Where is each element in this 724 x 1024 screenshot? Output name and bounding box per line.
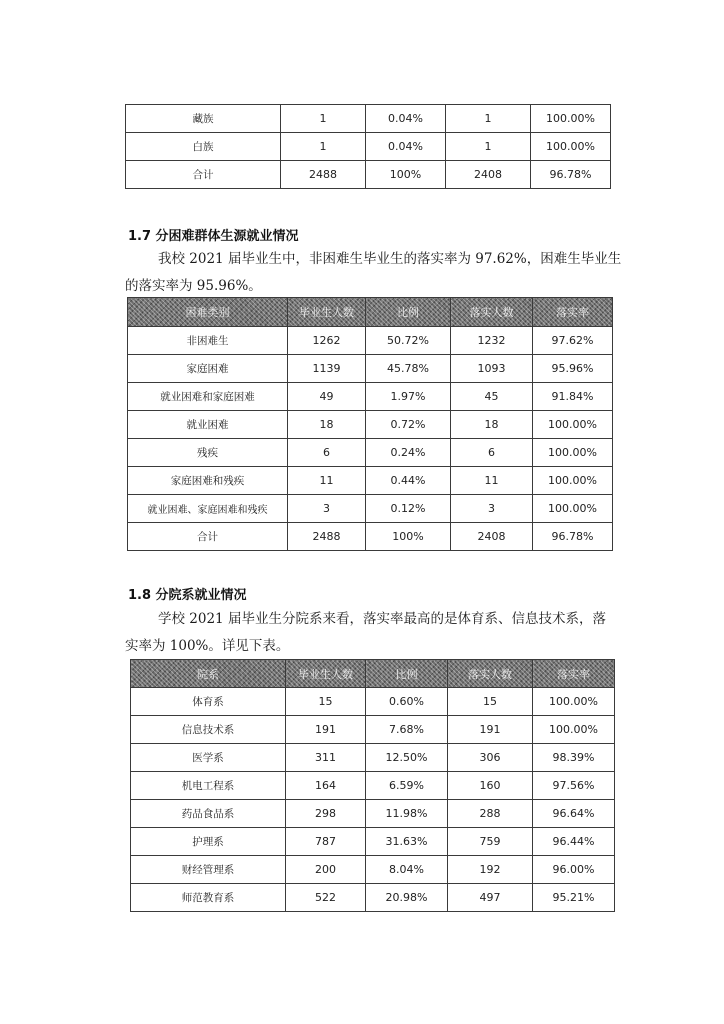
- section-heading-1-7: 1.7 分困难群体生源就业情况: [128, 229, 299, 244]
- table-cell: 100.00%: [533, 411, 613, 439]
- table-cell: 759: [448, 828, 533, 856]
- table-header-cell: 院系: [131, 660, 286, 688]
- table-cell: 藏族: [126, 105, 281, 133]
- table-cell: 96.64%: [533, 800, 615, 828]
- table-cell: 6.59%: [366, 772, 448, 800]
- table-row: [131, 800, 615, 828]
- table-cell: 20.98%: [366, 884, 448, 912]
- table-row: [128, 439, 613, 467]
- table-cell: 95.96%: [533, 355, 613, 383]
- table-cell: 100%: [366, 523, 451, 551]
- table-cell: 11: [288, 467, 366, 495]
- table-row: [131, 744, 615, 772]
- table-cell: 164: [286, 772, 366, 800]
- table-cell: 15: [448, 688, 533, 716]
- table-cell: 191: [448, 716, 533, 744]
- table-cell: 1: [446, 105, 531, 133]
- table-cell: 机电工程系: [131, 772, 286, 800]
- table-cell: 0.12%: [366, 495, 451, 523]
- table-cell: 31.63%: [366, 828, 448, 856]
- table-row: [131, 856, 615, 884]
- table-cell: 787: [286, 828, 366, 856]
- table-cell: 护理系: [131, 828, 286, 856]
- table-header-cell: 落实人数: [448, 660, 533, 688]
- table-cell: 就业困难、家庭困难和残疾: [128, 495, 288, 523]
- table-cell: 就业困难: [128, 411, 288, 439]
- table-cell: 96.78%: [533, 523, 613, 551]
- table-cell: 0.24%: [366, 439, 451, 467]
- table-cell: 288: [448, 800, 533, 828]
- table-row: [131, 828, 615, 856]
- section-paragraph-line: 学校 2021 届毕业生分院系来看，落实率最高的是体育系、信息技术系，落: [158, 611, 606, 627]
- table-cell: 0.60%: [366, 688, 448, 716]
- table-cell: 50.72%: [366, 327, 451, 355]
- table-cell: 100.00%: [531, 133, 611, 161]
- table-cell: 191: [286, 716, 366, 744]
- table-cell: 91.84%: [533, 383, 613, 411]
- table-cell: 100.00%: [531, 105, 611, 133]
- table-cell: 1: [281, 133, 366, 161]
- table-cell: 0.04%: [366, 133, 446, 161]
- table-cell: 1.97%: [366, 383, 451, 411]
- table-row: [128, 383, 613, 411]
- table-cell: 95.21%: [533, 884, 615, 912]
- table-cell: 1232: [451, 327, 533, 355]
- table-row-total: [128, 523, 613, 551]
- table-cell: 100.00%: [533, 716, 615, 744]
- table-cell: 192: [448, 856, 533, 884]
- table-row: [128, 411, 613, 439]
- table-cell: 45: [451, 383, 533, 411]
- table-row: [131, 688, 615, 716]
- table-cell: 3: [451, 495, 533, 523]
- table-cell: 6: [451, 439, 533, 467]
- table-cell: 306: [448, 744, 533, 772]
- section-paragraph-line: 实率为 100%。详见下表。: [125, 638, 290, 654]
- table-cell: 药品食品系: [131, 800, 286, 828]
- table-cell: 6: [288, 439, 366, 467]
- table-header-cell: 落实率: [533, 660, 615, 688]
- table-header-row: [131, 660, 615, 688]
- table-row: [131, 884, 615, 912]
- table-header-cell: 落实人数: [451, 298, 533, 327]
- table-cell: 体育系: [131, 688, 286, 716]
- table-cell: 49: [288, 383, 366, 411]
- table-cell: 7.68%: [366, 716, 448, 744]
- table-cell: 522: [286, 884, 366, 912]
- table-cell: 师范教育系: [131, 884, 286, 912]
- table-cell: 1139: [288, 355, 366, 383]
- table-cell: 3: [288, 495, 366, 523]
- section-paragraph-line: 我校 2021 届毕业生中，非困难生毕业生的落实率为 97.62%，困难生毕业生: [158, 251, 622, 267]
- table-cell: 家庭困难: [128, 355, 288, 383]
- table-cell: 2488: [288, 523, 366, 551]
- table-cell: 497: [448, 884, 533, 912]
- table-header-cell: 毕业生人数: [288, 298, 366, 327]
- table-cell: 18: [451, 411, 533, 439]
- table-cell: 311: [286, 744, 366, 772]
- section-heading-1-8: 1.8 分院系就业情况: [128, 588, 247, 603]
- table-cell: 100.00%: [533, 688, 615, 716]
- table-cell: 白族: [126, 133, 281, 161]
- table-row: [128, 327, 613, 355]
- table-cell: 医学系: [131, 744, 286, 772]
- table-cell: 1: [281, 105, 366, 133]
- table-cell: 98.39%: [533, 744, 615, 772]
- table-cell: 1: [446, 133, 531, 161]
- table-cell: 2408: [451, 523, 533, 551]
- table-cell: 100.00%: [533, 495, 613, 523]
- table-cell: 45.78%: [366, 355, 451, 383]
- table-cell: 97.56%: [533, 772, 615, 800]
- table-row: [126, 133, 611, 161]
- table-cell: 100%: [366, 161, 446, 189]
- table-cell: 1093: [451, 355, 533, 383]
- table-cell: 100.00%: [533, 439, 613, 467]
- table-row-total: [126, 161, 611, 189]
- table-cell: 就业困难和家庭困难: [128, 383, 288, 411]
- table-cell: 18: [288, 411, 366, 439]
- table-cell: 200: [286, 856, 366, 884]
- table-cell: 0.72%: [366, 411, 451, 439]
- table-cell: 合计: [126, 161, 281, 189]
- table-row: [131, 772, 615, 800]
- table-row: [126, 105, 611, 133]
- table-row: [128, 495, 613, 523]
- table-cell: 96.44%: [533, 828, 615, 856]
- table-header-cell: 困难类别: [128, 298, 288, 327]
- table-cell: 1262: [288, 327, 366, 355]
- table-cell: 97.62%: [533, 327, 613, 355]
- table-cell: 100.00%: [533, 467, 613, 495]
- table-cell: 96.78%: [531, 161, 611, 189]
- table-cell: 0.04%: [366, 105, 446, 133]
- table-cell: 财经管理系: [131, 856, 286, 884]
- table-cell: 2488: [281, 161, 366, 189]
- table-cell: 298: [286, 800, 366, 828]
- table-cell: 合计: [128, 523, 288, 551]
- section-paragraph-line: 的落实率为 95.96%。: [125, 278, 262, 294]
- table-cell: 160: [448, 772, 533, 800]
- table-row: [128, 467, 613, 495]
- table-row: [128, 355, 613, 383]
- table-header-cell: 比例: [366, 298, 451, 327]
- table-cell: 信息技术系: [131, 716, 286, 744]
- table-header-cell: 落实率: [533, 298, 613, 327]
- table-header-cell: 毕业生人数: [286, 660, 366, 688]
- ethnicity-table-continued: [125, 104, 611, 189]
- table-cell: 96.00%: [533, 856, 615, 884]
- department-table: [130, 659, 615, 912]
- table-row: [131, 716, 615, 744]
- table-cell: 12.50%: [366, 744, 448, 772]
- table-header-row: [128, 298, 613, 327]
- table-cell: 家庭困难和残疾: [128, 467, 288, 495]
- hardship-group-table: [127, 297, 613, 551]
- table-cell: 非困难生: [128, 327, 288, 355]
- table-cell: 2408: [446, 161, 531, 189]
- table-cell: 0.44%: [366, 467, 451, 495]
- table-cell: 残疾: [128, 439, 288, 467]
- table-cell: 11: [451, 467, 533, 495]
- table-cell: 8.04%: [366, 856, 448, 884]
- table-header-cell: 比例: [366, 660, 448, 688]
- table-cell: 11.98%: [366, 800, 448, 828]
- table-cell: 15: [286, 688, 366, 716]
